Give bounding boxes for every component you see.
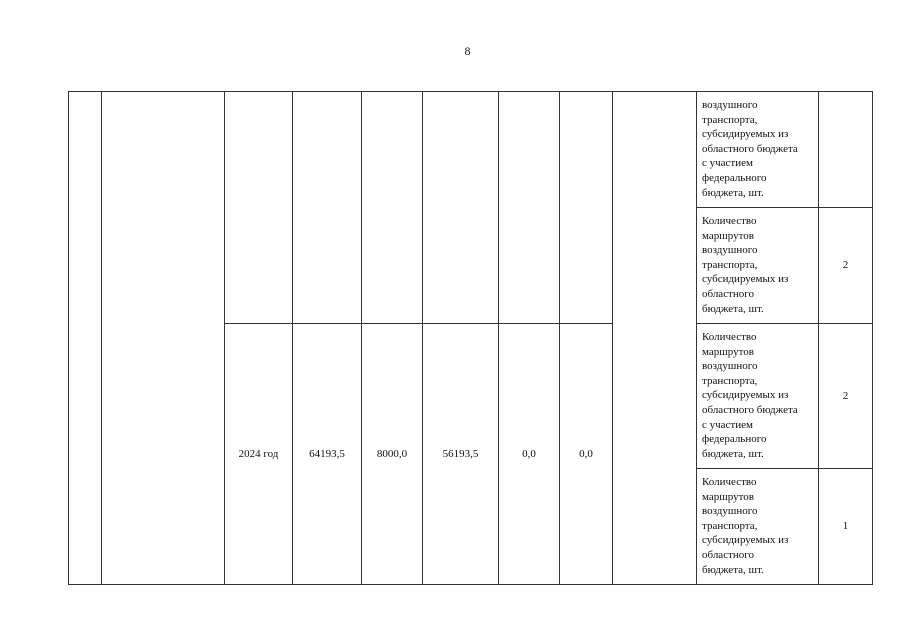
executor-cell [613, 92, 697, 585]
indicator-name-cell: Количество маршрутов воздушного транспорта, субсидируемых из областного бюджета, шт. [697, 208, 819, 324]
indicator-value-cell: 2 [819, 208, 873, 324]
indicator-name-cell: Количество маршрутов воздушного транспорта, субсидируемых из областного бюджета, шт. [697, 469, 819, 585]
indicator-value-cell: 2 [819, 324, 873, 469]
regional-cell: 56193,5 [423, 324, 499, 585]
indicator-name-cell: Количество маршрутов воздушного транспорта, субсидируемых из областного бюджета с участием федерального бюджета, шт. [697, 324, 819, 469]
total-cell: 64193,5 [293, 324, 362, 585]
indicator-value-cell: 1 [819, 469, 873, 585]
prev-year-cell [225, 92, 293, 324]
table-row [69, 92, 873, 208]
local-cell: 0,0 [499, 324, 560, 585]
program-table [68, 91, 873, 585]
indicator-name-cell: воздушного транспорта, субсидируемых из областного бюджета с участием федерального бюджета, шт. [697, 92, 819, 208]
prev-local-cell [499, 92, 560, 324]
prev-other-cell [560, 92, 613, 324]
federal-cell: 8000,0 [362, 324, 423, 585]
number-cell [69, 92, 102, 585]
activity-cell [102, 92, 225, 585]
year-cell: 2024 год [225, 324, 293, 585]
page-number: 8 [464, 44, 471, 58]
prev-total-cell [293, 92, 362, 324]
prev-federal-cell [362, 92, 423, 324]
indicator-value-cell [819, 92, 873, 208]
other-cell: 0,0 [560, 324, 613, 585]
prev-regional-cell [423, 92, 499, 324]
